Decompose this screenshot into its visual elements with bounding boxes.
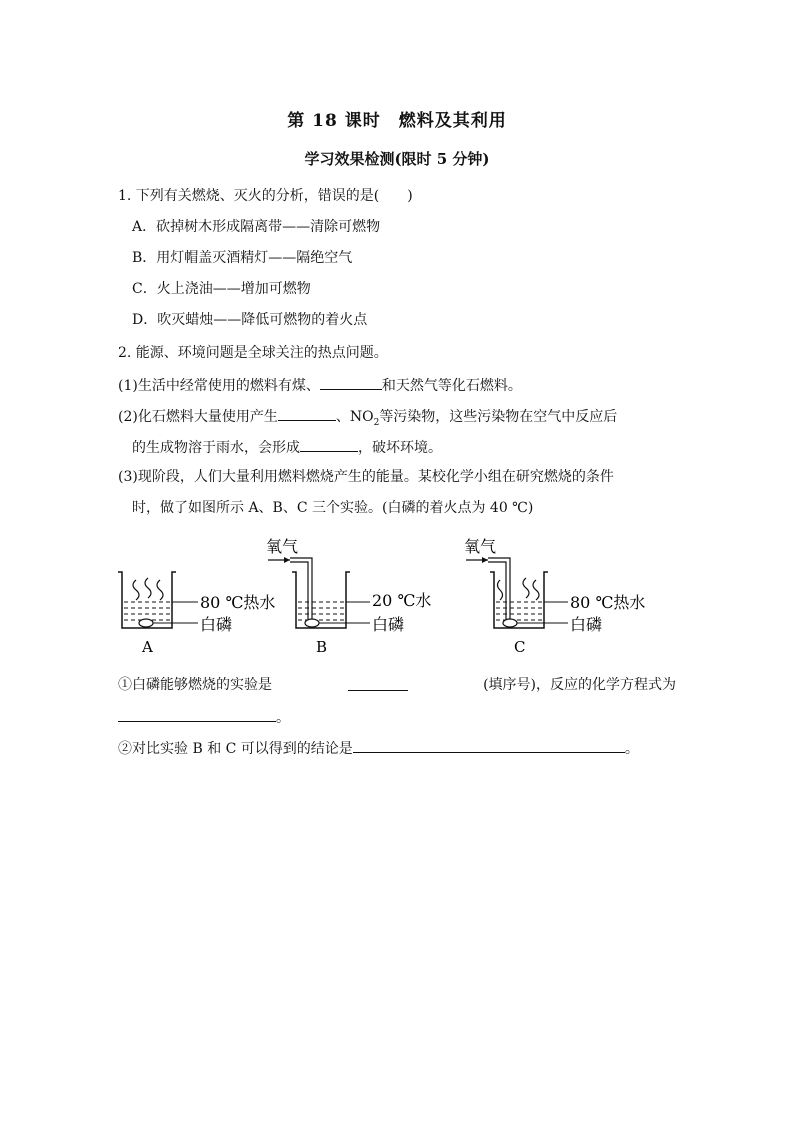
q2-sub1-blank-1[interactable] — [348, 675, 408, 691]
q2-part2-blank-2[interactable] — [300, 436, 358, 452]
q2-part1-blank[interactable] — [320, 374, 382, 390]
q2-sub1-end: 。 — [276, 710, 290, 726]
beaker-a-steam — [133, 578, 163, 600]
q2-part3-line1: (3)现阶段，人们大量利用燃料燃烧产生的能量。某校化学小组在研究燃烧的条件 — [118, 469, 614, 485]
page-subtitle: 学习效果检测(限时 5 分钟) — [304, 150, 490, 168]
experiment-figure — [110, 530, 670, 660]
beaker-c-oxygen-arrowhead — [482, 557, 488, 563]
beaker-b-phosphorus-label: 白磷 — [372, 615, 405, 634]
beaker-c-steam — [498, 578, 540, 600]
beaker-b-water-label: 20 ℃水 — [372, 591, 432, 610]
q1-option-c: C．火上浇油——增加可燃物 — [132, 281, 311, 297]
q2-sub1-blank-2[interactable] — [118, 706, 276, 722]
q2-sub2-text-a: ②对比实验 B 和 C 可以得到的结论是 — [118, 741, 353, 757]
beaker-a — [118, 572, 275, 656]
beaker-b-oxygen-label: 氧气 — [266, 537, 299, 556]
q1-option-d: D．吹灭蜡烛——降低可燃物的着火点 — [132, 312, 368, 328]
q2-part2-line2 — [132, 436, 442, 458]
beaker-c-label: C — [514, 638, 526, 656]
q1-option-a: A．砍掉树木形成隔离带——清除可燃物 — [132, 219, 381, 235]
q2-part2-line2-text-a: 的生成物溶于雨水，会形成 — [132, 440, 300, 456]
q1-option-b: B．用灯帽盖灭酒精灯——隔绝空气 — [132, 250, 353, 266]
q2-part1-text-a: (1)生活中经常使用的燃料有煤、 — [118, 378, 320, 394]
q2-sub1-text-a: ①白磷能够燃烧的实验是 — [118, 677, 272, 693]
q2-part2-subscript: 2 — [373, 417, 380, 428]
beaker-b-phosphorus — [305, 619, 319, 627]
q2-part2-text-a: (2)化石燃料大量使用产生 — [118, 409, 278, 425]
q2-sub1-line1 — [118, 675, 676, 695]
beaker-c-phosphorus — [503, 619, 517, 627]
q2-stem: 2. 能源、环境问题是全球关注的热点问题。 — [118, 345, 388, 361]
beaker-a-label: A — [142, 638, 153, 656]
q2-sub1-line2 — [118, 706, 290, 728]
q2-sub2 — [118, 737, 639, 759]
beaker-b — [266, 537, 431, 656]
q2-part2-text-b: 、NO — [335, 409, 374, 425]
q2-part2-text-c: 等污染物，这些污染物在空气中反应后 — [379, 409, 618, 425]
q2-part3-line2: 时，做了如图所示 A、B、C 三个实验。(白磷的着火点为 40 ℃) — [132, 500, 534, 516]
beaker-c-water-label: 80 ℃热水 — [570, 593, 646, 612]
beaker-a-phosphorus-label: 白磷 — [200, 615, 233, 634]
beaker-c-oxygen-label: 氧气 — [464, 537, 497, 556]
page-title: 第 18 课时 燃料及其利用 — [287, 111, 507, 131]
q2-sub2-end: 。 — [624, 741, 639, 757]
beaker-a-water — [124, 602, 170, 620]
q2-sub2-blank[interactable] — [353, 737, 625, 753]
q2-part2-line2-text-b: ，破坏环境。 — [358, 440, 442, 456]
beaker-b-water — [298, 602, 344, 620]
q2-part1 — [118, 374, 522, 396]
beaker-c — [464, 537, 645, 656]
beaker-a-phosphorus — [139, 619, 153, 627]
beaker-b-tube — [290, 558, 312, 620]
q2-sub1-text-b: (填序号)，反应的化学方程式为 — [483, 677, 676, 693]
beaker-c-phosphorus-label: 白磷 — [570, 615, 603, 634]
q2-part2 — [118, 405, 617, 433]
q2-part1-text-b: 和天然气等化石燃料。 — [381, 378, 522, 394]
beaker-a-water-label: 80 ℃热水 — [200, 593, 276, 612]
beaker-b-label: B — [316, 638, 328, 656]
q2-part2-blank-1[interactable] — [278, 405, 336, 421]
beaker-b-oxygen-arrowhead — [284, 557, 290, 563]
q1-stem: 1. 下列有关燃烧、灭火的分析，错误的是( ) — [118, 188, 413, 204]
beaker-c-water — [496, 602, 542, 620]
